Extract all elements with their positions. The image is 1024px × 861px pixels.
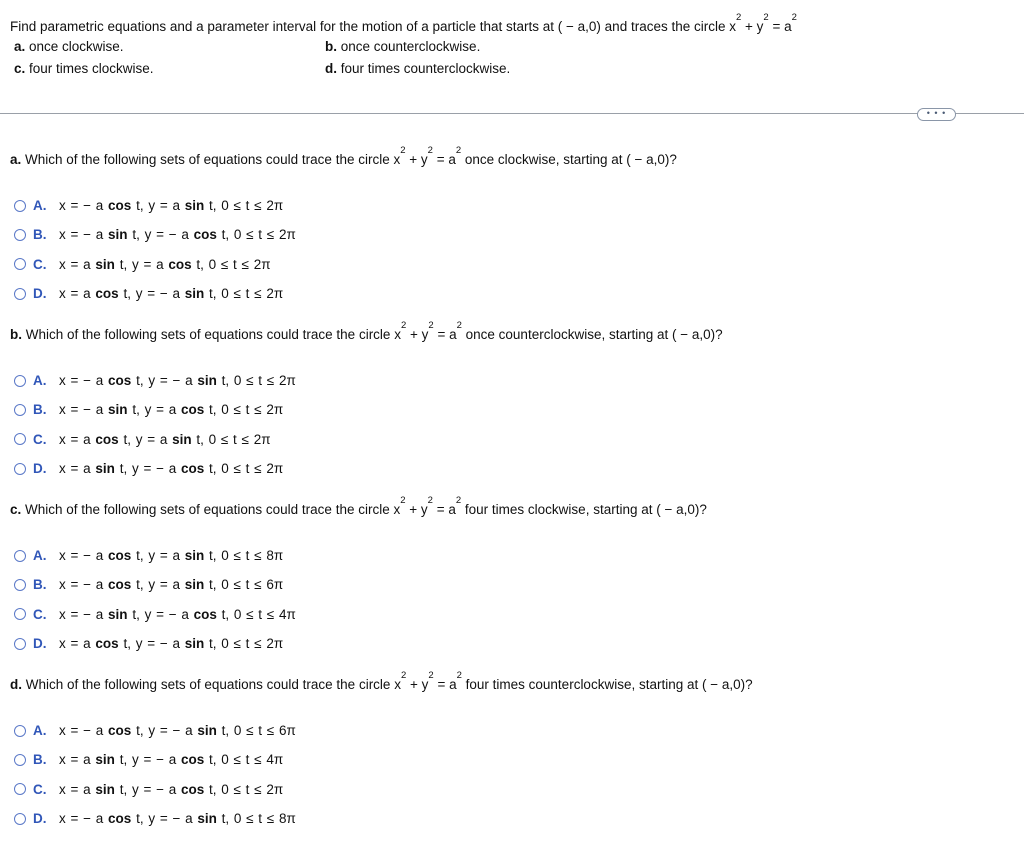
option-b[interactable]: B. x = − a sin t, y = − a cos t, 0 ≤ t ≤ 2π: [10, 220, 1010, 249]
answer-options: [10, 191, 1010, 308]
radio-button-icon[interactable]: [14, 550, 26, 562]
option-d[interactable]: D. x = a cos t, y = − a sin t, 0 ≤ t ≤ 2π: [10, 629, 1010, 658]
radio-button-icon[interactable]: [14, 288, 26, 300]
option-c[interactable]: C. x = a sin t, y = − a cos t, 0 ≤ t ≤ 2π: [10, 775, 1010, 804]
radio-button-icon[interactable]: [14, 725, 26, 737]
radio-button-icon[interactable]: [14, 463, 26, 475]
option-c[interactable]: C. x = a cos t, y = a sin t, 0 ≤ t ≤ 2π: [10, 425, 1010, 454]
radio-button-icon[interactable]: [14, 638, 26, 650]
option-c[interactable]: C. x = − a sin t, y = − a cos t, 0 ≤ t ≤ 4π: [10, 600, 1010, 629]
question-d: [10, 670, 1010, 833]
option-a[interactable]: A. x = − a cos t, y = a sin t, 0 ≤ t ≤ 2π: [10, 191, 1010, 220]
radio-button-icon[interactable]: [14, 608, 26, 620]
section-divider: [0, 113, 1024, 114]
option-expression: x = − a sin t, y = a cos t, 0 ≤ t ≤ 2π: [59, 402, 284, 418]
option-expression: x = − a cos t, y = − a sin t, 0 ≤ t ≤ 6π: [59, 723, 296, 739]
radio-button-icon[interactable]: [14, 783, 26, 795]
radio-button-icon[interactable]: [14, 813, 26, 825]
part-d-label: d. four times counterclockwise.: [325, 61, 511, 76]
option-b[interactable]: B. x = a sin t, y = − a cos t, 0 ≤ t ≤ 4π: [10, 745, 1010, 774]
question-text: c. Which of the following sets of equations could trace the circle $x^2 + y^2 = a^2$ four times clockwise, starting at ( − a,0)?: [10, 495, 707, 517]
option-expression: x = − a cos t, y = a sin t, 0 ≤ t ≤ 2π: [59, 198, 284, 214]
option-expression: x = a cos t, y = − a sin t, 0 ≤ t ≤ 2π: [59, 286, 284, 302]
option-expression: x = a sin t, y = − a cos t, 0 ≤ t ≤ 4π: [59, 752, 284, 768]
question-text: d. Which of the following sets of equations could trace the circle $x^2 + y^2 = a^2$ four times counterclockwise, starting at ( − a,0)?: [10, 670, 753, 692]
answer-options: [10, 366, 1010, 483]
option-d[interactable]: D. x = − a cos t, y = − a sin t, 0 ≤ t ≤ 8π: [10, 804, 1010, 833]
question-text: b. Which of the following sets of equations could trace the circle $x^2 + y^2 = a^2$ once counterclockwise, starting at ( − a,0)?: [10, 320, 723, 342]
problem-prompt: Find parametric equations and a parameter interval for the motion of a particle that starts at ( − a,0) and traces the circle $x^2 + y^2 = a^2$: [10, 12, 797, 34]
part-b-label: b. once counterclockwise.: [325, 39, 481, 54]
option-expression: x = − a cos t, y = a sin t, 0 ≤ t ≤ 8π: [59, 548, 284, 564]
radio-button-icon[interactable]: [14, 375, 26, 387]
radio-button-icon[interactable]: [14, 258, 26, 270]
part-c-label: c. four times clockwise.: [14, 61, 154, 76]
problem-statement: [10, 12, 1010, 38]
option-expression: x = a cos t, y = − a sin t, 0 ≤ t ≤ 2π: [59, 636, 284, 652]
expand-more-button[interactable]: • • •: [917, 108, 956, 121]
answer-options: [10, 716, 1010, 833]
option-expression: x = a sin t, y = − a cos t, 0 ≤ t ≤ 2π: [59, 781, 284, 797]
option-d[interactable]: D. x = a cos t, y = − a sin t, 0 ≤ t ≤ 2π: [10, 279, 1010, 308]
option-b[interactable]: B. x = − a sin t, y = a cos t, 0 ≤ t ≤ 2π: [10, 395, 1010, 424]
option-a[interactable]: A. x = − a cos t, y = − a sin t, 0 ≤ t ≤ 2π: [10, 366, 1010, 395]
option-a[interactable]: A. x = − a cos t, y = − a sin t, 0 ≤ t ≤ 6π: [10, 716, 1010, 745]
option-c[interactable]: C. x = a sin t, y = a cos t, 0 ≤ t ≤ 2π: [10, 250, 1010, 279]
part-a-label: a. once clockwise.: [14, 39, 124, 54]
question-b: [10, 320, 1010, 483]
option-expression: x = a sin t, y = a cos t, 0 ≤ t ≤ 2π: [59, 256, 271, 272]
option-d[interactable]: D. x = a sin t, y = − a cos t, 0 ≤ t ≤ 2π: [10, 454, 1010, 483]
option-expression: x = − a sin t, y = − a cos t, 0 ≤ t ≤ 4π: [59, 606, 296, 622]
option-expression: x = − a cos t, y = − a sin t, 0 ≤ t ≤ 8π: [59, 811, 296, 827]
option-expression: x = a sin t, y = − a cos t, 0 ≤ t ≤ 2π: [59, 461, 284, 477]
radio-button-icon[interactable]: [14, 433, 26, 445]
radio-button-icon[interactable]: [14, 229, 26, 241]
question-a: [10, 145, 1010, 308]
option-expression: x = − a sin t, y = − a cos t, 0 ≤ t ≤ 2π: [59, 227, 296, 243]
option-expression: x = − a cos t, y = − a sin t, 0 ≤ t ≤ 2π: [59, 373, 296, 389]
option-expression: x = a cos t, y = a sin t, 0 ≤ t ≤ 2π: [59, 431, 271, 447]
radio-button-icon[interactable]: [14, 579, 26, 591]
question-text: a. Which of the following sets of equations could trace the circle $x^2 + y^2 = a^2$ once clockwise, starting at ( − a,0)?: [10, 145, 677, 167]
answer-options: [10, 541, 1010, 658]
option-b[interactable]: B. x = − a cos t, y = a sin t, 0 ≤ t ≤ 6π: [10, 570, 1010, 599]
question-c: [10, 495, 1010, 658]
radio-button-icon[interactable]: [14, 404, 26, 416]
radio-button-icon[interactable]: [14, 754, 26, 766]
problem-parts: [14, 36, 914, 80]
option-a[interactable]: A. x = − a cos t, y = a sin t, 0 ≤ t ≤ 8π: [10, 541, 1010, 570]
option-expression: x = − a cos t, y = a sin t, 0 ≤ t ≤ 6π: [59, 577, 284, 593]
radio-button-icon[interactable]: [14, 200, 26, 212]
